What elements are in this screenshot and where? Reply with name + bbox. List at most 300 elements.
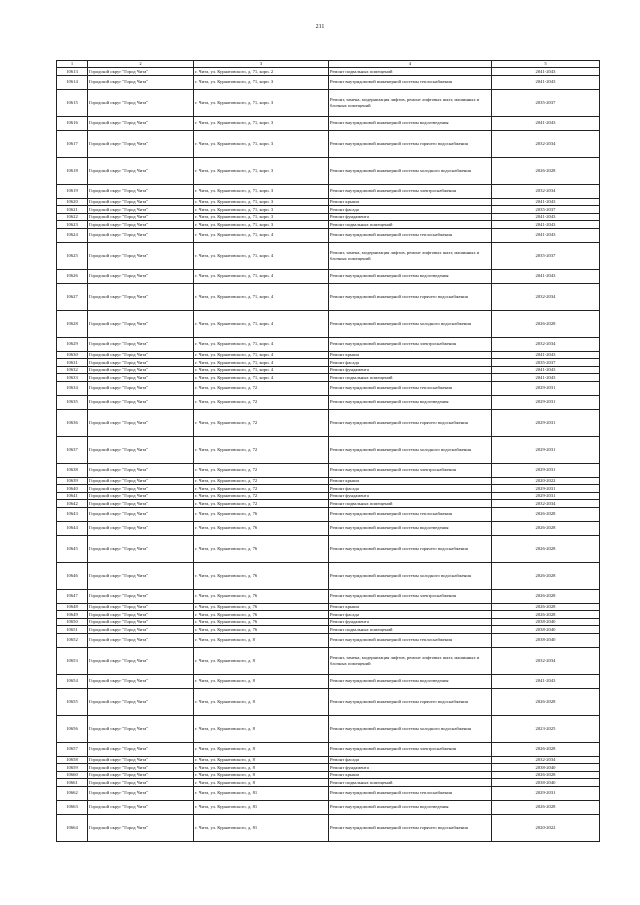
work-type-cell: Ремонт внутридомовой инженерной системы холодного водоснабжения [329,157,492,184]
work-type-cell: Ремонт внутридомовой инженерной системы теплоснабжения [329,507,492,521]
address-cell: г. Чита, ул. Курнатовского, д. 76 [194,618,329,626]
period-cell: 2032-2034 [492,130,600,157]
municipality-cell: Городской округ "Город Чита" [88,647,194,674]
table-row [57,477,600,485]
table-row [57,626,600,634]
work-type-cell: Ремонт внутридомовой инженерной системы водоотведения [329,674,492,688]
column-header: 2 [88,61,194,68]
table-row [57,359,600,367]
period-cell: 2035-2037 [492,359,600,367]
column-header: 4 [329,61,492,68]
address-cell: г. Чита, ул. Курнатовского, д. 76 [194,626,329,634]
period-cell: 2026-2028 [492,562,600,589]
period-cell: 2029-2031 [492,786,600,800]
work-type-cell: Ремонт фундамента [329,366,492,374]
period-cell: 2038-2040 [492,626,600,634]
work-type-cell: Ремонт внутридомовой инженерной системы электроснабжения [329,184,492,198]
row-number: 10654 [57,674,88,688]
period-cell: 2029-2031 [492,381,600,395]
address-cell: г. Чита, ул. Курнатовского, д. 72 [194,492,329,500]
municipality-cell: Городской округ "Город Чита" [88,228,194,242]
municipality-cell: Городской округ "Город Чита" [88,674,194,688]
row-number: 10638 [57,463,88,477]
period-cell: 2026-2028 [492,603,600,611]
table-row [57,351,600,359]
municipality-cell: Городской округ "Город Чита" [88,436,194,463]
row-number: 10630 [57,351,88,359]
capital-repair-table [56,60,600,842]
table-row [57,521,600,535]
period-cell: 2041-2043 [492,213,600,221]
address-cell: г. Чита, ул. Курнатовского, д. 71, корп. 4 [194,366,329,374]
period-cell: 2038-2040 [492,764,600,772]
municipality-cell: Городской округ "Город Чита" [88,395,194,409]
work-type-cell: Ремонт внутридомовой инженерной системы электроснабжения [329,463,492,477]
row-number: 10652 [57,633,88,647]
period-cell: 2041-2043 [492,674,600,688]
municipality-cell: Городской округ "Город Чита" [88,779,194,787]
period-cell: 2026-2028 [492,742,600,756]
municipality-cell: Городской округ "Город Чита" [88,492,194,500]
municipality-cell: Городской округ "Город Чита" [88,157,194,184]
row-number: 10629 [57,337,88,351]
municipality-cell: Городской округ "Город Чита" [88,633,194,647]
address-cell: г. Чита, ул. Курнатовского, д. 76 [194,521,329,535]
work-type-cell: Ремонт внутридомовой инженерной системы теплоснабжения [329,633,492,647]
municipality-cell: Городской округ "Город Чита" [88,221,194,229]
period-cell: 2032-2034 [492,647,600,674]
row-number: 10646 [57,562,88,589]
row-number: 10643 [57,507,88,521]
period-cell: 2029-2031 [492,436,600,463]
work-type-cell: Ремонт внутридомовой инженерной системы электроснабжения [329,742,492,756]
work-type-cell: Ремонт внутридомовой инженерной системы водоотведения [329,269,492,283]
address-cell: г. Чита, ул. Курнатовского, д. 8 [194,647,329,674]
municipality-cell: Городской округ "Город Чита" [88,359,194,367]
municipality-cell: Городской округ "Город Чита" [88,603,194,611]
period-cell: 2041-2043 [492,269,600,283]
municipality-cell: Городской округ "Город Чита" [88,130,194,157]
table-row [57,779,600,787]
work-type-cell: Ремонт фасада [329,611,492,619]
municipality-cell: Городской округ "Город Чита" [88,756,194,764]
address-cell: г. Чита, ул. Курнатовского, д. 71, корп. 3 [194,116,329,130]
work-type-cell: Ремонт внутридомовой инженерной системы холодного водоснабжения [329,562,492,589]
municipality-cell: Городской округ "Город Чита" [88,611,194,619]
address-cell: г. Чита, ул. Курнатовского, д. 71, корп. 4 [194,269,329,283]
municipality-cell: Городской округ "Город Чита" [88,381,194,395]
row-number: 10658 [57,756,88,764]
address-cell: г. Чита, ул. Курнатовского, д. 8 [194,764,329,772]
period-cell: 2035-2037 [492,206,600,214]
work-type-cell: Ремонт внутридомовой инженерной системы горячего водоснабжения [329,409,492,436]
period-cell: 2026-2028 [492,157,600,184]
row-number: 10636 [57,409,88,436]
address-cell: г. Чита, ул. Курнатовского, д. 71, корп. 4 [194,242,329,269]
row-number: 10635 [57,395,88,409]
work-type-cell: Ремонт внутридомовой инженерной системы водоотведения [329,395,492,409]
address-cell: г. Чита, ул. Курнатовского, д. 72 [194,500,329,508]
table-row [57,535,600,562]
table-row [57,800,600,814]
table-row [57,89,600,116]
period-cell: 2041-2043 [492,228,600,242]
period-cell: 2032-2034 [492,337,600,351]
address-cell: г. Чита, ул. Курнатовского, д. 72 [194,409,329,436]
period-cell: 2041-2043 [492,366,600,374]
address-cell: г. Чита, ул. Курнатовского, д. 71, корп. 3 [194,157,329,184]
row-number: 10641 [57,492,88,500]
row-number: 10651 [57,626,88,634]
row-number: 10631 [57,359,88,367]
table-row [57,184,600,198]
period-cell: 2041-2043 [492,68,600,76]
table-row [57,310,600,337]
work-type-cell: Ремонт подвальных помещений [329,779,492,787]
row-number: 10626 [57,269,88,283]
row-number: 10620 [57,198,88,206]
period-cell: 2041-2043 [492,198,600,206]
address-cell: г. Чита, ул. Курнатовского, д. 71, корп. 4 [194,351,329,359]
table-row [57,764,600,772]
address-cell: г. Чита, ул. Курнатовского, д. 72 [194,463,329,477]
municipality-cell: Городской округ "Город Чита" [88,310,194,337]
row-number: 10664 [57,814,88,841]
table-row [57,589,600,603]
municipality-cell: Городской округ "Город Чита" [88,589,194,603]
row-number: 10624 [57,228,88,242]
work-type-cell: Ремонт внутридомовой инженерной системы холодного водоснабжения [329,310,492,337]
address-cell: г. Чита, ул. Курнатовского, д. 71, корп. 3 [194,206,329,214]
address-cell: г. Чита, ул. Курнатовского, д. 71, корп. 3 [194,213,329,221]
work-type-cell: Ремонт фасада [329,206,492,214]
row-number: 10662 [57,786,88,800]
work-type-cell: Ремонт крыши [329,351,492,359]
address-cell: г. Чита, ул. Курнатовского, д. 76 [194,611,329,619]
municipality-cell: Городской округ "Город Чита" [88,75,194,89]
address-cell: г. Чита, ул. Курнатовского, д. 8 [194,688,329,715]
period-cell: 2035-2037 [492,89,600,116]
municipality-cell: Городской округ "Город Чита" [88,477,194,485]
row-number: 10659 [57,764,88,772]
work-type-cell: Ремонт фундамента [329,492,492,500]
work-type-cell: Ремонт внутридомовой инженерной системы электроснабжения [329,589,492,603]
address-cell: г. Чита, ул. Курнатовского, д. 8 [194,771,329,779]
row-number: 10639 [57,477,88,485]
address-cell: г. Чита, ул. Курнатовского, д. 81 [194,786,329,800]
period-cell: 2026-2028 [492,589,600,603]
page-number: 211 [315,24,325,30]
table-row [57,206,600,214]
address-cell: г. Чита, ул. Курнатовского, д. 72 [194,381,329,395]
address-cell: г. Чита, ул. Курнатовского, д. 8 [194,674,329,688]
municipality-cell: Городской округ "Город Чита" [88,68,194,76]
period-cell: 2026-2028 [492,535,600,562]
table-row [57,492,600,500]
work-type-cell: Ремонт подвальных помещений [329,500,492,508]
municipality-cell: Городской округ "Город Чита" [88,116,194,130]
row-number: 10645 [57,535,88,562]
work-type-cell: Ремонт крыши [329,603,492,611]
work-type-cell: Ремонт крыши [329,477,492,485]
table-header-row [57,61,600,68]
work-type-cell: Ремонт внутридомовой инженерной системы горячего водоснабжения [329,814,492,841]
period-cell: 2029-2031 [492,463,600,477]
work-type-cell: Ремонт внутридомовой инженерной системы теплоснабжения [329,228,492,242]
municipality-cell: Городской округ "Город Чита" [88,562,194,589]
row-number: 10627 [57,283,88,310]
period-cell: 2026-2028 [492,310,600,337]
table-row [57,75,600,89]
municipality-cell: Городской округ "Город Чита" [88,764,194,772]
work-type-cell: Ремонт внутридомовой инженерной системы холодного водоснабжения [329,436,492,463]
work-type-cell: Ремонт, замена, модернизация лифтов, ремонт лифтовых шахт, машинных и блочных помещений [329,89,492,116]
address-cell: г. Чита, ул. Курнатовского, д. 76 [194,535,329,562]
table-row [57,213,600,221]
period-cell: 2032-2034 [492,184,600,198]
address-cell: г. Чита, ул. Курнатовского, д. 8 [194,742,329,756]
row-number: 10621 [57,206,88,214]
work-type-cell: Ремонт внутридомовой инженерной системы теплоснабжения [329,786,492,800]
address-cell: г. Чита, ул. Курнатовского, д. 8 [194,633,329,647]
period-cell: 2032-2034 [492,283,600,310]
work-type-cell: Ремонт внутридомовой инженерной системы горячего водоснабжения [329,535,492,562]
column-header: 3 [194,61,329,68]
work-type-cell: Ремонт фасада [329,359,492,367]
address-cell: г. Чита, ул. Курнатовского, д. 71, корп. 3 [194,130,329,157]
period-cell: 2026-2028 [492,507,600,521]
table-row [57,814,600,841]
table-row [57,633,600,647]
table-row [57,374,600,382]
address-cell: г. Чита, ул. Курнатовского, д. 71, корп. 3 [194,198,329,206]
period-cell: 2038-2040 [492,633,600,647]
period-cell: 2026-2028 [492,688,600,715]
work-type-cell: Ремонт фундамента [329,213,492,221]
table-row [57,647,600,674]
table-row [57,611,600,619]
period-cell: 2029-2031 [492,395,600,409]
work-type-cell: Ремонт внутридомовой инженерной системы горячего водоснабжения [329,688,492,715]
work-type-cell: Ремонт внутридомовой инженерной системы теплоснабжения [329,381,492,395]
municipality-cell: Городской округ "Город Чита" [88,269,194,283]
address-cell: г. Чита, ул. Курнатовского, д. 72 [194,485,329,493]
table-row [57,228,600,242]
table-row [57,409,600,436]
table-row [57,507,600,521]
work-type-cell: Ремонт крыши [329,771,492,779]
municipality-cell: Городской округ "Город Чита" [88,535,194,562]
address-cell: г. Чита, ул. Курнатовского, д. 71, корп. 3 [194,89,329,116]
work-type-cell: Ремонт подвальных помещений [329,68,492,76]
municipality-cell: Городской округ "Город Чита" [88,283,194,310]
row-number: 10640 [57,485,88,493]
period-cell: 2035-2037 [492,242,600,269]
work-type-cell: Ремонт внутридомовой инженерной системы холодного водоснабжения [329,715,492,742]
period-cell: 2020-2022 [492,814,600,841]
period-cell: 2026-2028 [492,771,600,779]
address-cell: г. Чита, ул. Курнатовского, д. 8 [194,756,329,764]
municipality-cell: Городской округ "Город Чита" [88,184,194,198]
municipality-cell: Городской округ "Город Чита" [88,206,194,214]
period-cell: 2038-2040 [492,618,600,626]
row-number: 10647 [57,589,88,603]
table-row [57,742,600,756]
row-number: 10614 [57,75,88,89]
row-number: 10618 [57,157,88,184]
work-type-cell: Ремонт внутридомовой инженерной системы водоотведения [329,521,492,535]
period-cell: 2029-2031 [492,492,600,500]
work-type-cell: Ремонт внутридомовой инженерной системы водоотведения [329,116,492,130]
table-row [57,68,600,76]
municipality-cell: Городской округ "Город Чита" [88,463,194,477]
period-cell: 2026-2028 [492,800,600,814]
work-type-cell: Ремонт подвальных помещений [329,374,492,382]
address-cell: г. Чита, ул. Курнатовского, д. 71, корп. 3 [194,184,329,198]
municipality-cell: Городской округ "Город Чита" [88,814,194,841]
municipality-cell: Городской округ "Город Чита" [88,688,194,715]
row-number: 10663 [57,800,88,814]
work-type-cell: Ремонт внутридомовой инженерной системы горячего водоснабжения [329,283,492,310]
row-number: 10656 [57,715,88,742]
row-number: 10642 [57,500,88,508]
table-row [57,715,600,742]
municipality-cell: Городской округ "Город Чита" [88,485,194,493]
address-cell: г. Чита, ул. Курнатовского, д. 76 [194,589,329,603]
table-row [57,221,600,229]
row-number: 10625 [57,242,88,269]
row-number: 10616 [57,116,88,130]
address-cell: г. Чита, ул. Курнатовского, д. 71, корп. 4 [194,228,329,242]
row-number: 10637 [57,436,88,463]
row-number: 10649 [57,611,88,619]
row-number: 10634 [57,381,88,395]
table-row [57,242,600,269]
municipality-cell: Городской округ "Город Чита" [88,742,194,756]
address-cell: г. Чита, ул. Курнатовского, д. 76 [194,603,329,611]
row-number: 10622 [57,213,88,221]
table-row [57,381,600,395]
work-type-cell: Ремонт подвальных помещений [329,626,492,634]
municipality-cell: Городской округ "Город Чита" [88,618,194,626]
work-type-cell: Ремонт фасада [329,756,492,764]
period-cell: 2023-2025 [492,715,600,742]
row-number: 10628 [57,310,88,337]
table-row [57,786,600,800]
address-cell: г. Чита, ул. Курнатовского, д. 71, корп. 4 [194,310,329,337]
work-type-cell: Ремонт фундамента [329,618,492,626]
row-number: 10633 [57,374,88,382]
table-row [57,485,600,493]
row-number: 10619 [57,184,88,198]
table-row [57,771,600,779]
work-type-cell: Ремонт внутридомовой инженерной системы теплоснабжения [329,75,492,89]
municipality-cell: Городской округ "Город Чита" [88,351,194,359]
address-cell: г. Чита, ул. Курнатовского, д. 81 [194,814,329,841]
work-type-cell: Ремонт подвальных помещений [329,221,492,229]
row-number: 10648 [57,603,88,611]
period-cell: 2041-2043 [492,351,600,359]
row-number: 10632 [57,366,88,374]
address-cell: г. Чита, ул. Курнатовского, д. 71, корп. 3 [194,75,329,89]
table-row [57,395,600,409]
municipality-cell: Городской округ "Город Чита" [88,337,194,351]
address-cell: г. Чита, ул. Курнатовского, д. 8 [194,779,329,787]
row-number: 10644 [57,521,88,535]
municipality-cell: Городской округ "Город Чита" [88,507,194,521]
municipality-cell: Городской округ "Город Чита" [88,242,194,269]
table-row [57,269,600,283]
period-cell: 2029-2031 [492,409,600,436]
address-cell: г. Чита, ул. Курнатовского, д. 71, корп. 2 [194,68,329,76]
municipality-cell: Городской округ "Город Чита" [88,771,194,779]
table-row [57,198,600,206]
period-cell: 2029-2031 [492,485,600,493]
row-number: 10623 [57,221,88,229]
table-body [57,68,600,842]
table-row [57,500,600,508]
table-row [57,337,600,351]
municipality-cell: Городской округ "Город Чита" [88,374,194,382]
table-row [57,756,600,764]
table-row [57,283,600,310]
period-cell: 2041-2043 [492,374,600,382]
period-cell: 2026-2028 [492,521,600,535]
address-cell: г. Чита, ул. Курнатовского, д. 71, корп. 3 [194,221,329,229]
municipality-cell: Городской округ "Город Чита" [88,213,194,221]
table-row [57,130,600,157]
work-type-cell: Ремонт, замена, модернизация лифтов, ремонт лифтовых шахт, машинных и блочных помещений [329,242,492,269]
row-number: 10615 [57,89,88,116]
address-cell: г. Чита, ул. Курнатовского, д. 81 [194,800,329,814]
work-type-cell: Ремонт крыши [329,198,492,206]
address-cell: г. Чита, ул. Курнатовского, д. 72 [194,395,329,409]
table-row [57,157,600,184]
table-row [57,674,600,688]
work-type-cell: Ремонт фундамента [329,764,492,772]
period-cell: 2038-2040 [492,779,600,787]
row-number: 10660 [57,771,88,779]
period-cell: 2041-2043 [492,116,600,130]
row-number: 10657 [57,742,88,756]
municipality-cell: Городской округ "Город Чита" [88,89,194,116]
row-number: 10613 [57,68,88,76]
address-cell: г. Чита, ул. Курнатовского, д. 8 [194,715,329,742]
address-cell: г. Чита, ул. Курнатовского, д. 72 [194,436,329,463]
address-cell: г. Чита, ул. Курнатовского, д. 71, корп. 4 [194,374,329,382]
municipality-cell: Городской округ "Город Чита" [88,800,194,814]
column-header: 1 [57,61,88,68]
table-row [57,603,600,611]
address-cell: г. Чита, ул. Курнатовского, д. 71, корп. 4 [194,337,329,351]
work-type-cell: Ремонт фасада [329,485,492,493]
work-type-cell: Ремонт внутридомовой инженерной системы электроснабжения [329,337,492,351]
row-number: 10655 [57,688,88,715]
municipality-cell: Городской округ "Город Чита" [88,198,194,206]
period-cell: 2032-2034 [492,756,600,764]
period-cell: 2041-2043 [492,221,600,229]
municipality-cell: Городской округ "Город Чита" [88,500,194,508]
municipality-cell: Городской округ "Город Чита" [88,626,194,634]
municipality-cell: Городской округ "Город Чита" [88,521,194,535]
row-number: 10650 [57,618,88,626]
period-cell: 2041-2043 [492,75,600,89]
table-row [57,463,600,477]
municipality-cell: Городской округ "Город Чита" [88,366,194,374]
municipality-cell: Городской округ "Город Чита" [88,715,194,742]
table-row [57,436,600,463]
column-header: 5 [492,61,600,68]
